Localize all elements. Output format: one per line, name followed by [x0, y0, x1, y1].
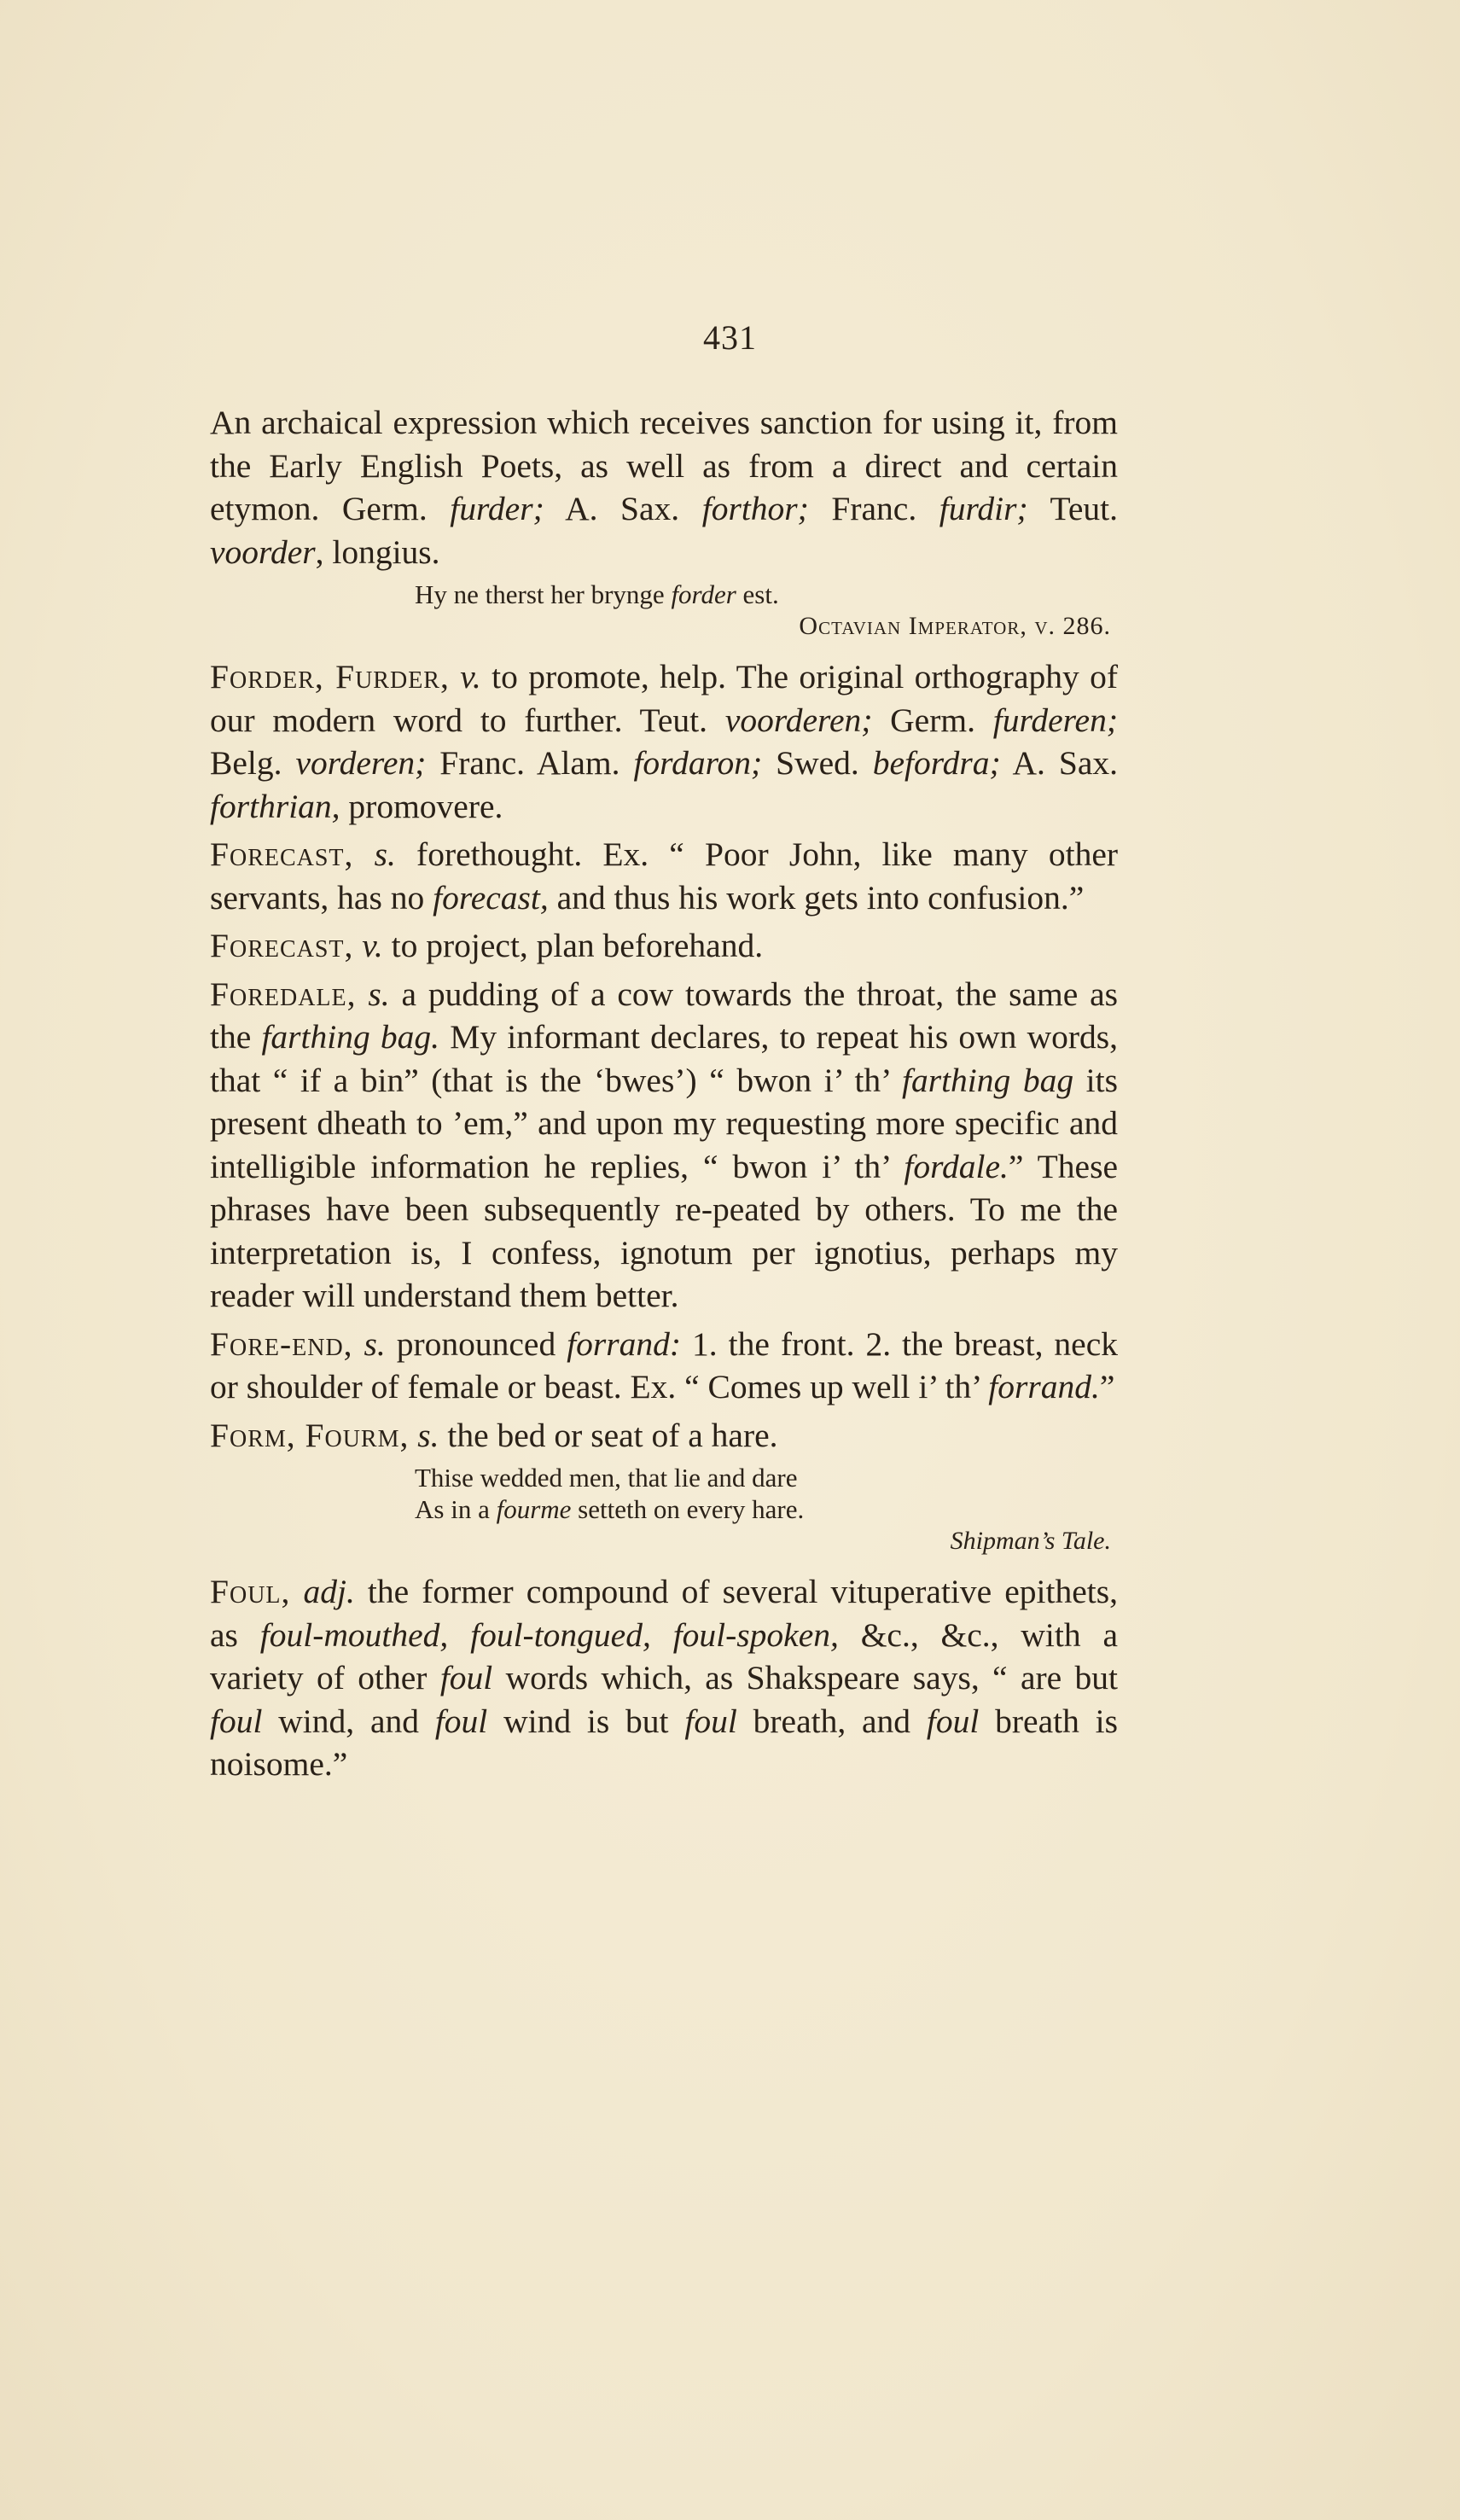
- headword: Foul,: [210, 1573, 291, 1610]
- definition-text: Germ.: [872, 701, 993, 739]
- italic-term: fordale.: [904, 1147, 1009, 1185]
- italic-term: forecast,: [433, 878, 549, 917]
- quote-text: est.: [736, 579, 779, 609]
- intro-text: Teut.: [1027, 490, 1118, 527]
- italic-term: forrand.: [988, 1368, 1100, 1405]
- italic-term: foul-mouthed,: [259, 1615, 449, 1654]
- part-of-speech: s.: [417, 1416, 439, 1454]
- italic-term: foul: [684, 1702, 737, 1740]
- italic-term: foul: [926, 1702, 980, 1740]
- definition-text: its present dheath to ’em,” and upon my requesting more specific and intelligible information he replies, “ bwon i’ th’: [210, 1061, 1119, 1185]
- definition-text: ”: [1099, 1368, 1115, 1405]
- quote-shipman: [415, 1462, 1118, 1557]
- entry-forecast-noun: [210, 833, 1118, 919]
- headword: Form, Fourm,: [210, 1416, 410, 1454]
- definition-text: and thus his work gets into confusion.”: [548, 878, 1085, 917]
- etymon: vorderen;: [295, 744, 427, 782]
- etymon-franc: furdir;: [939, 490, 1028, 527]
- part-of-speech: v.: [460, 658, 481, 695]
- etymon: voorderen;: [724, 701, 873, 739]
- quote-italic: fourme: [496, 1494, 572, 1524]
- definition-text: pronounced: [385, 1324, 567, 1363]
- definition-text: forethought. Ex. “ Poor John, like many other servants, has no: [210, 835, 1119, 917]
- italic-term: foul-spoken,: [672, 1615, 839, 1654]
- headword: Forecast,: [210, 835, 354, 873]
- headword: Foredale,: [210, 975, 357, 1013]
- italic-term: foul: [210, 1702, 263, 1740]
- definition-text: My informant declares, to repeat his own words, that “ if a bin” (that is the ‘bwes’) “ bwon i’ th’: [210, 1018, 1119, 1099]
- etymon-teut: voorder: [210, 533, 316, 571]
- definition-text: the former compound of several vituperative epithets, as: [210, 1573, 1118, 1654]
- entry-foul: [210, 1570, 1118, 1786]
- definition-text: to promote, help. The original orthography of our modern word to further. Teut.: [210, 658, 1119, 739]
- definition-text: [448, 1616, 470, 1654]
- quote-source: Shipman’s Tale.: [950, 1527, 1111, 1555]
- italic-term: foul-tongued,: [470, 1615, 651, 1654]
- etymon: befordra;: [872, 744, 1001, 782]
- intro-text: A. Sax.: [544, 490, 702, 527]
- definition-text: words which, as Shakspeare says, “ are but: [492, 1659, 1118, 1696]
- dictionary-text: [210, 401, 1118, 1791]
- entry-form: [210, 1414, 1118, 1458]
- definition-text: [651, 1616, 673, 1654]
- quote-text: As in a: [415, 1494, 497, 1524]
- italic-term: farthing bag: [901, 1061, 1074, 1099]
- headword: Forder, Furder,: [210, 658, 450, 695]
- headword: Forecast,: [210, 927, 354, 964]
- etymon: furderen;: [992, 701, 1118, 739]
- italic-term: foul: [434, 1702, 488, 1740]
- definition-text: breath is noisome.”: [210, 1702, 1118, 1783]
- part-of-speech: s.: [368, 975, 390, 1013]
- part-of-speech: s.: [374, 835, 396, 873]
- quote-text: setteth on every hare.: [571, 1494, 805, 1524]
- etymon: forthrian,: [210, 787, 340, 825]
- entry-foredale: [210, 973, 1118, 1318]
- entry-forecast-verb: [210, 924, 1118, 968]
- quote-text: Hy ne therst her brynge: [415, 579, 672, 609]
- intro-text: An archaical expression which receives sanction for using it, from the Early English Poets, as well as from a direct and certain etymon. Germ.: [210, 404, 1118, 527]
- quote-line: Thise wedded men, that lie and dare: [415, 1463, 798, 1493]
- italic-term: farthing bag.: [261, 1018, 440, 1056]
- etymon-germ: furder;: [450, 490, 544, 527]
- intro-paragraph: [210, 401, 1118, 573]
- definition-text: wind, and: [262, 1702, 435, 1740]
- intro-text: Franc.: [808, 490, 939, 527]
- part-of-speech: s.: [364, 1324, 386, 1363]
- entry-fore-end: [210, 1323, 1118, 1409]
- headword: Fore-end,: [210, 1324, 353, 1363]
- quote-octavian: [415, 579, 1118, 642]
- definition-text: Belg.: [210, 744, 296, 782]
- definition-text: 1. the front. 2. the breast, neck or shoulder of female or beast. Ex. “ Comes up well i’ th’: [210, 1324, 1118, 1405]
- intro-text: , longius.: [315, 533, 440, 571]
- definition-text: breath, and: [736, 1702, 927, 1740]
- definition-text: Franc. Alam.: [426, 744, 634, 782]
- definition-text: A. Sax.: [1000, 744, 1118, 782]
- definition-text: promovere.: [340, 787, 503, 825]
- quote-source: Octavian Imperator, v. 286.: [799, 612, 1111, 640]
- definition-text: &c., &c., with a variety of other: [210, 1615, 1118, 1696]
- definition-text: wind is but: [487, 1702, 685, 1740]
- entry-forder: [210, 655, 1118, 828]
- definition-text: to project, plan beforehand.: [382, 927, 764, 964]
- part-of-speech: adj.: [303, 1573, 355, 1610]
- italic-term: foul: [439, 1659, 493, 1696]
- definition-text: ” These phrases have been subsequently re-peated by others. To me the interpretation is, I confess, ignotum per ignotius, perhaps my reader will understand them better.: [210, 1147, 1118, 1314]
- definition-text: a pudding of a cow towards the throat, the same as the: [210, 975, 1119, 1056]
- italic-term: forrand:: [567, 1324, 682, 1363]
- page-number: 431: [703, 318, 757, 357]
- part-of-speech: v.: [362, 927, 383, 964]
- definition-text: Swed.: [762, 744, 873, 782]
- etymon-sax: forthor;: [701, 490, 809, 527]
- etymon: fordaron;: [633, 744, 763, 782]
- quote-italic: forder: [671, 579, 736, 609]
- definition-text: the bed or seat of a hare.: [439, 1416, 778, 1454]
